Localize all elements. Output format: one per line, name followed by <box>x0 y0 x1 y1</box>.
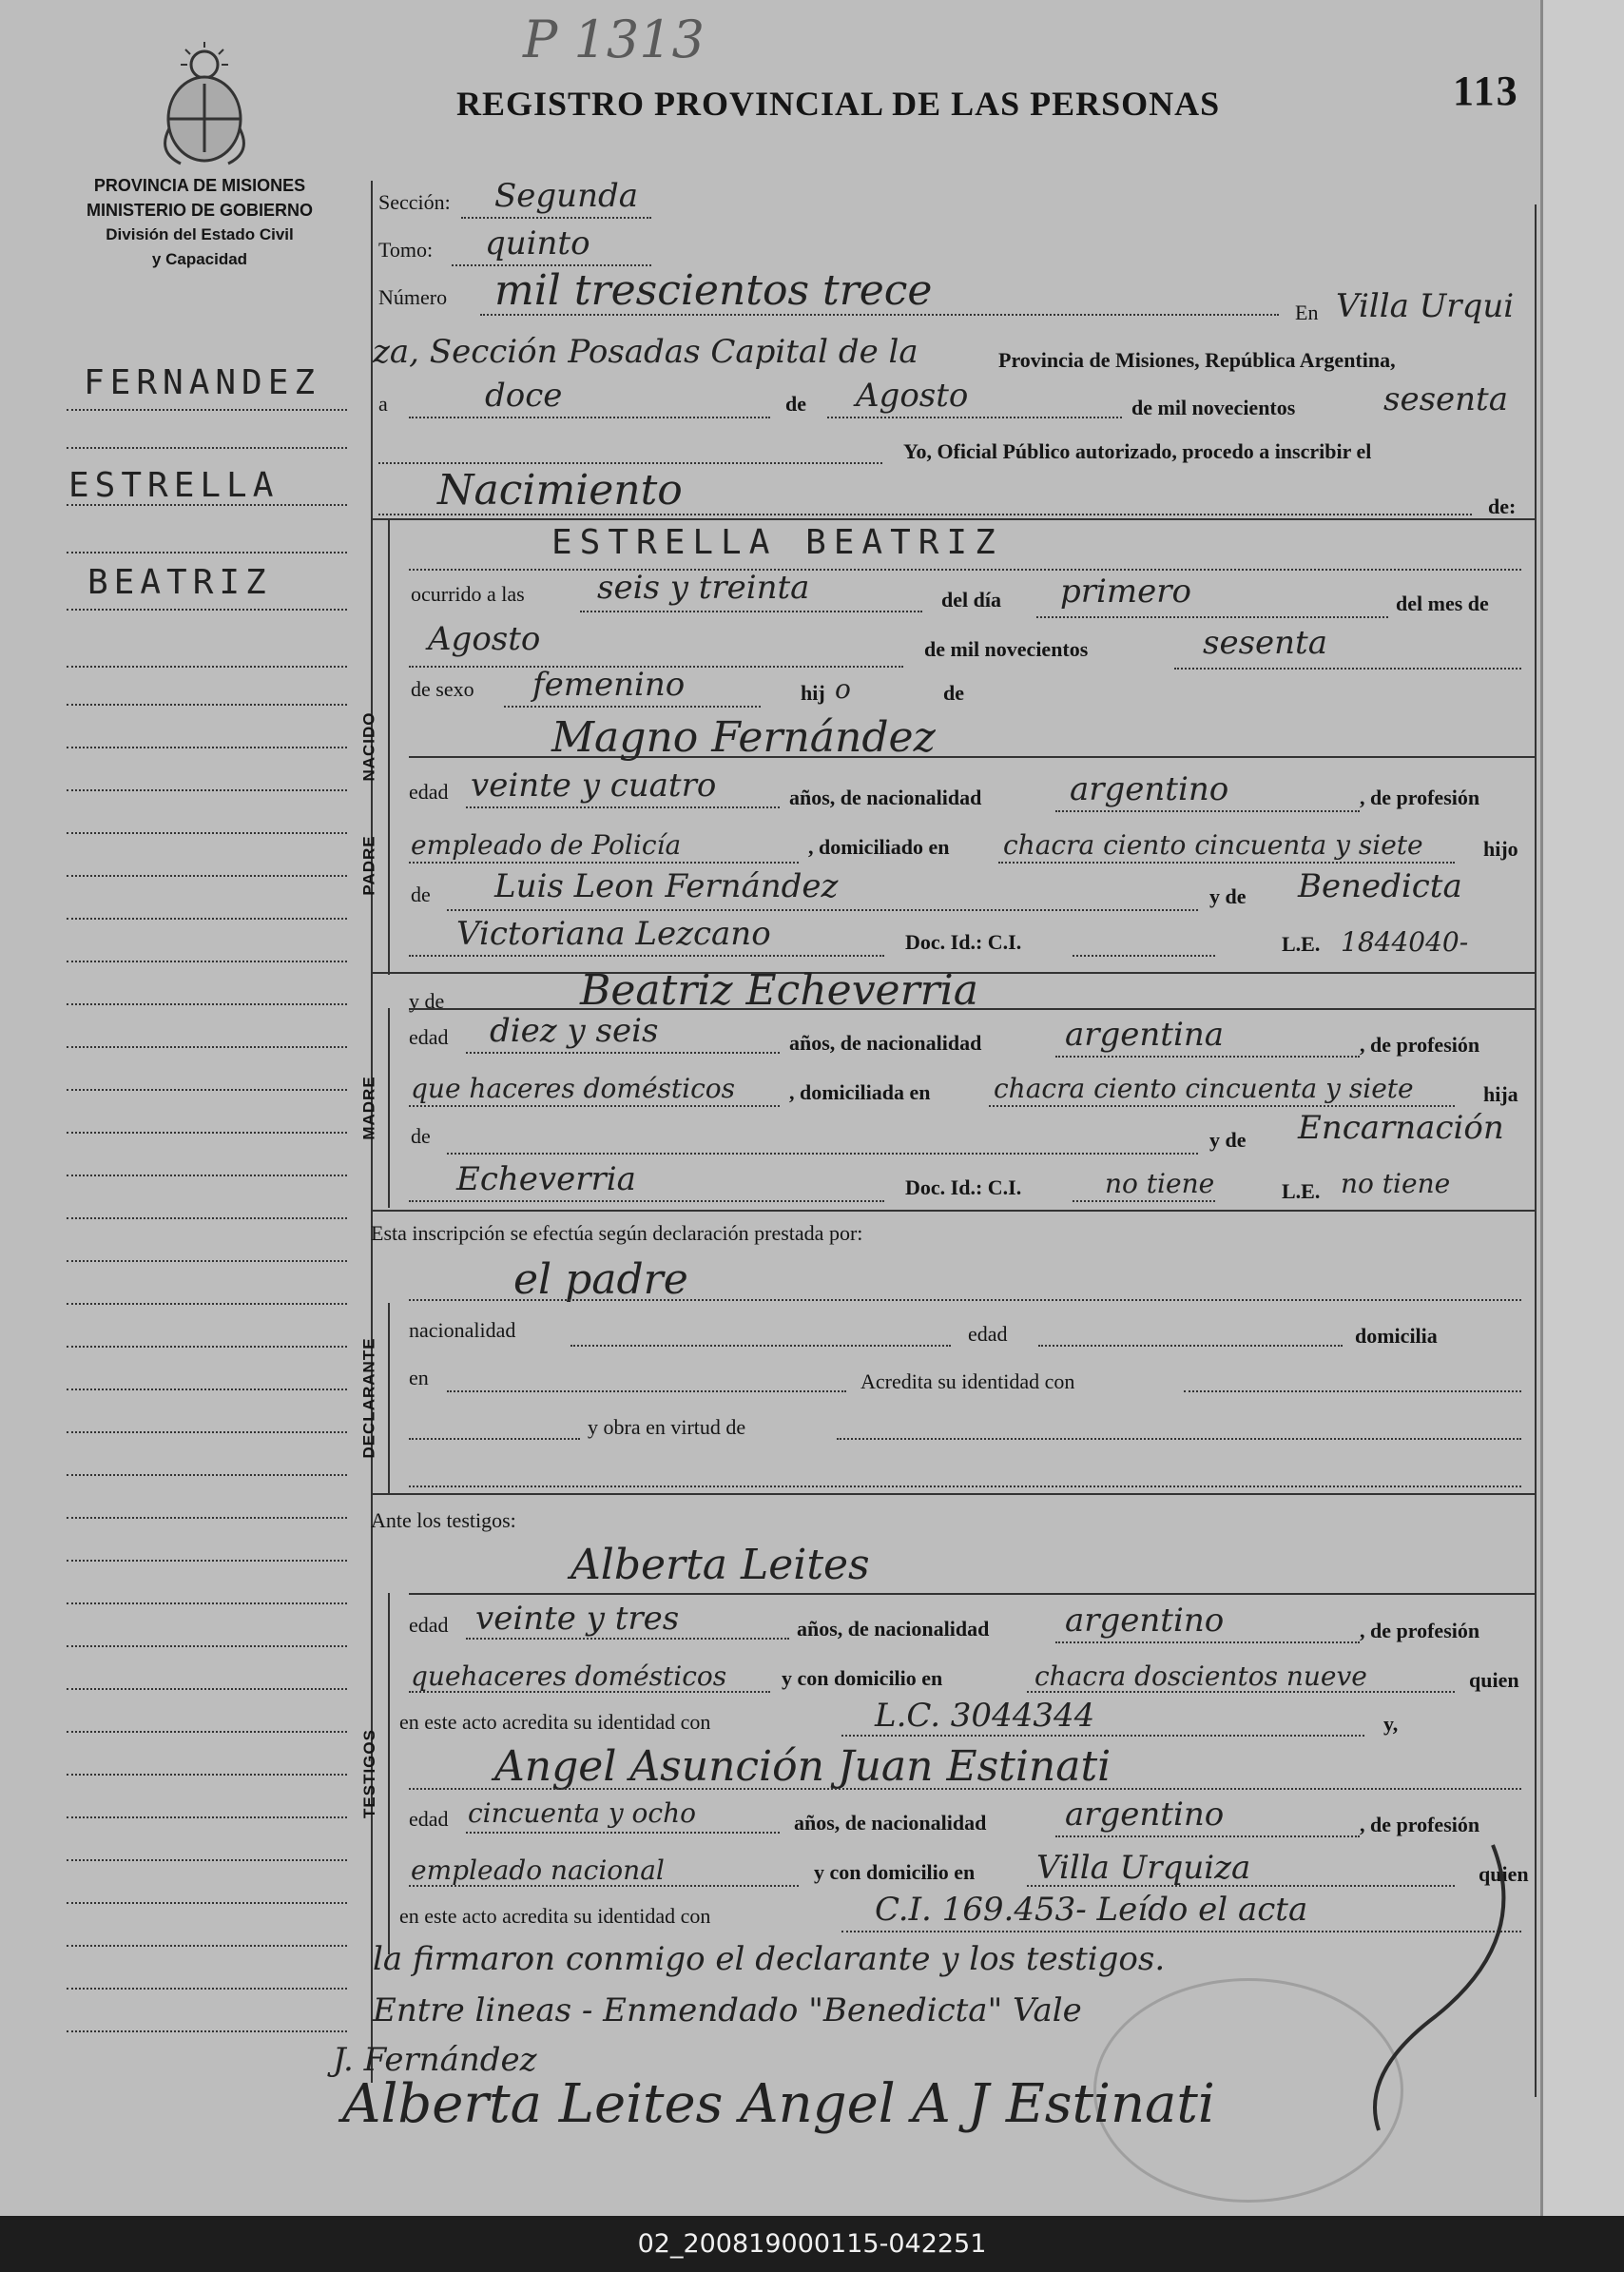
w2-domicilio: Villa Urquiza <box>1036 1849 1251 1887</box>
madre-doc-label: Doc. Id.: C.I. <box>905 1175 1022 1199</box>
en-label: En <box>1295 301 1319 324</box>
w1-acto-label: en este acto acredita su identidad con <box>399 1710 711 1734</box>
padre-father: Luis Leon Fernández <box>494 867 839 905</box>
hijo-label: hijo <box>1483 837 1518 861</box>
w2-nac-label: años, de nacionalidad <box>794 1811 987 1835</box>
declarante-section-label: DECLARANTE <box>360 1337 379 1459</box>
hij-value: o <box>835 673 851 705</box>
organization-block <box>67 173 333 272</box>
w1-y-label: y, <box>1383 1712 1399 1736</box>
org-line-2: MINISTERIO DE GOBIERNO <box>86 201 314 220</box>
day-value: doce <box>485 377 563 415</box>
padre-edad: veinte y cuatro <box>471 767 717 805</box>
w1-prof-label: , de profesión <box>1360 1619 1480 1642</box>
w1-edad-label: edad <box>409 1613 449 1637</box>
tomo-value: quinto <box>485 224 590 262</box>
padre-domicilio: chacra ciento cincuenta y siete <box>1003 829 1423 861</box>
coat-of-arms-icon <box>152 38 257 171</box>
declarante-virtud-label: y obra en virtud de <box>588 1415 746 1439</box>
ocurrido-label: ocurrido a las <box>411 582 525 606</box>
padre-le-label: L.E. <box>1282 932 1321 956</box>
numero-label: Número <box>378 285 448 309</box>
del-dia-label: del día <box>941 588 1001 612</box>
padre-profesion: empleado de Policía <box>411 829 682 861</box>
hija-label: hija <box>1483 1082 1518 1106</box>
padre-dom-label: , domiciliado en <box>808 835 950 859</box>
padre-de-label: de <box>411 883 431 906</box>
hij-label: hij <box>801 681 825 705</box>
padre-name: Magno Fernández <box>551 713 936 762</box>
nacido-de-label: de <box>943 681 964 705</box>
declared-by: el padre <box>513 1255 688 1304</box>
w2-acto-label: en este acto acredita su identidad con <box>399 1904 711 1928</box>
declarante-acredita-label: Acredita su identidad con <box>860 1369 1075 1393</box>
sexo-value: femenino <box>532 666 686 704</box>
w1-id: L.C. 3044344 <box>875 1697 1095 1735</box>
declarante-section-tab <box>352 1303 390 1493</box>
signatures-row: Alberta Leites Angel A J Estinati <box>342 2073 1215 2135</box>
padre-nac-label: años, de nacionalidad <box>789 786 982 809</box>
w2-profesion: empleado nacional <box>411 1854 665 1886</box>
w1-edad: veinte y tres <box>475 1600 680 1638</box>
witness-2-name: Angel Asunción Juan Estinati <box>494 1742 1112 1791</box>
witness-1-name: Alberta Leites <box>570 1541 870 1589</box>
page-number: 113 <box>1453 68 1519 114</box>
margin-second-name: BEATRIZ <box>87 563 272 602</box>
padre-nacionalidad: argentino <box>1070 770 1229 808</box>
madre-mother-a: Encarnación <box>1298 1109 1504 1147</box>
w2-prof-label: , de profesión <box>1360 1813 1480 1836</box>
year-label: de mil novecientos <box>1131 396 1296 419</box>
w2-nacionalidad: argentino <box>1065 1796 1225 1834</box>
act-type: Nacimiento <box>437 466 683 515</box>
madre-mother-b: Echeverria <box>456 1160 636 1198</box>
closing-line-1: la firmaron conmigo el declarante y los testigos. <box>373 1940 1166 1978</box>
madre-de-label: de <box>411 1124 431 1148</box>
nacido-name: ESTRELLA BEATRIZ <box>551 523 1003 562</box>
birth-day: primero <box>1060 573 1191 611</box>
w1-profesion: quehaceres domésticos <box>411 1660 727 1692</box>
w2-dom-label: y con domicilio en <box>814 1860 976 1884</box>
handwritten-annotation: P 1313 <box>523 10 705 69</box>
testigos-section-tab <box>352 1593 390 1954</box>
declarante-en-label: en <box>409 1366 429 1389</box>
declarante-edad-label: edad <box>968 1322 1008 1346</box>
padre-mother-a: Benedicta <box>1298 867 1462 905</box>
madre-nac-label: años, de nacionalidad <box>789 1031 982 1055</box>
month-value: Agosto <box>856 377 969 415</box>
madre-nacionalidad: argentina <box>1065 1016 1225 1054</box>
madre-profesion: que haceres domésticos <box>411 1073 736 1104</box>
madre-domicilio: chacra ciento cincuenta y siete <box>994 1073 1414 1104</box>
org-line-4: y Capacidad <box>151 250 248 268</box>
padre-section-tab <box>352 761 390 970</box>
signature-declarante: J. Fernández <box>333 2041 537 2079</box>
a-label: a <box>378 392 388 416</box>
padre-le: 1844040- <box>1341 926 1469 958</box>
madre-section-tab <box>352 1008 390 1208</box>
seccion-value: Segunda <box>494 177 639 215</box>
w2-edad-label: edad <box>409 1807 449 1831</box>
padre-yde-label: y de <box>1209 884 1247 908</box>
madre-yde2-label: y de <box>1209 1128 1247 1152</box>
w1-nacionalidad: argentino <box>1065 1602 1225 1640</box>
org-line-1: PROVINCIA DE MISIONES <box>93 176 306 195</box>
official-signature-stroke <box>1246 1826 1531 2140</box>
padre-mother-b: Victoriana Lezcano <box>456 915 771 953</box>
madre-le-label: L.E. <box>1282 1179 1321 1203</box>
declaration-text: Esta inscripción se efectúa según declaración prestada por: <box>371 1221 863 1245</box>
page-title: REGISTRO PROVINCIAL DE LAS PERSONAS <box>456 85 1221 123</box>
de-label: de <box>785 392 806 416</box>
madre-prof-label: , de profesión <box>1360 1033 1480 1057</box>
footer-id: 02_200819000115-042251 <box>0 2216 1624 2272</box>
testigos-intro: Ante los testigos: <box>371 1508 516 1532</box>
numero-value: mil trescientos trece <box>494 266 933 315</box>
nacido-section-label: NACIDO <box>360 711 378 782</box>
testigos-section-label: TESTIGOS <box>360 1729 378 1818</box>
del-mes-label: del mes de <box>1396 592 1489 615</box>
padre-prof-label: , de profesión <box>1360 786 1480 809</box>
madre-dom-label: , domiciliada en <box>789 1080 931 1104</box>
padre-doc-label: Doc. Id.: C.I. <box>905 930 1022 954</box>
madre-yde-label: y de <box>409 989 445 1013</box>
seccion-label: Sección: <box>378 190 451 214</box>
w2-quien-label: quien <box>1479 1862 1529 1886</box>
madre-edad: diez y seis <box>490 1012 659 1050</box>
org-line-3: División del Estado Civil <box>106 225 294 243</box>
official-text: Yo, Oficial Público autorizado, procedo a inscribir el <box>903 439 1372 463</box>
page-edge <box>1540 0 1624 2216</box>
birth-year: sesenta <box>1203 624 1327 662</box>
birth-month: Agosto <box>428 620 541 658</box>
birth-time: seis y treinta <box>597 569 810 607</box>
year-value: sesenta <box>1383 380 1508 418</box>
padre-section-label: PADRE <box>360 835 378 896</box>
declarante-nac-label: nacionalidad <box>409 1318 516 1342</box>
birth-year-label: de mil novecientos <box>924 637 1089 661</box>
madre-name: Beatriz Echeverria <box>580 966 978 1015</box>
w2-edad: cincuenta y ocho <box>468 1797 696 1829</box>
padre-edad-label: edad <box>409 780 449 804</box>
tomo-label: Tomo: <box>378 238 434 262</box>
margin-first-name: ESTRELLA <box>68 466 280 505</box>
sexo-label: de sexo <box>411 677 474 701</box>
province-text: Provincia de Misiones, República Argentina, <box>998 348 1396 372</box>
act-de-label: de: <box>1488 495 1517 518</box>
w1-nac-label: años, de nacionalidad <box>797 1617 990 1641</box>
margin-surname: FERNANDEZ <box>84 363 321 402</box>
declarante-dom-label: domicilia <box>1355 1324 1438 1348</box>
place-a: Villa Urqui <box>1336 287 1515 325</box>
place-b: za, Sección Posadas Capital de la <box>373 333 918 371</box>
w2-id: C.I. 169.453- Leído el acta <box>875 1891 1308 1929</box>
madre-ci: no tiene <box>1105 1168 1215 1199</box>
madre-edad-label: edad <box>409 1025 449 1049</box>
w1-domicilio: chacra doscientos nueve <box>1034 1660 1367 1692</box>
w1-dom-label: y con domicilio en <box>782 1666 943 1690</box>
madre-section-label: MADRE <box>360 1076 378 1140</box>
w1-quien-label: quien <box>1469 1668 1519 1692</box>
closing-line-2: Entre lineas - Enmendado "Benedicta" Vale <box>373 1991 1082 2029</box>
madre-le: no tiene <box>1341 1168 1451 1199</box>
